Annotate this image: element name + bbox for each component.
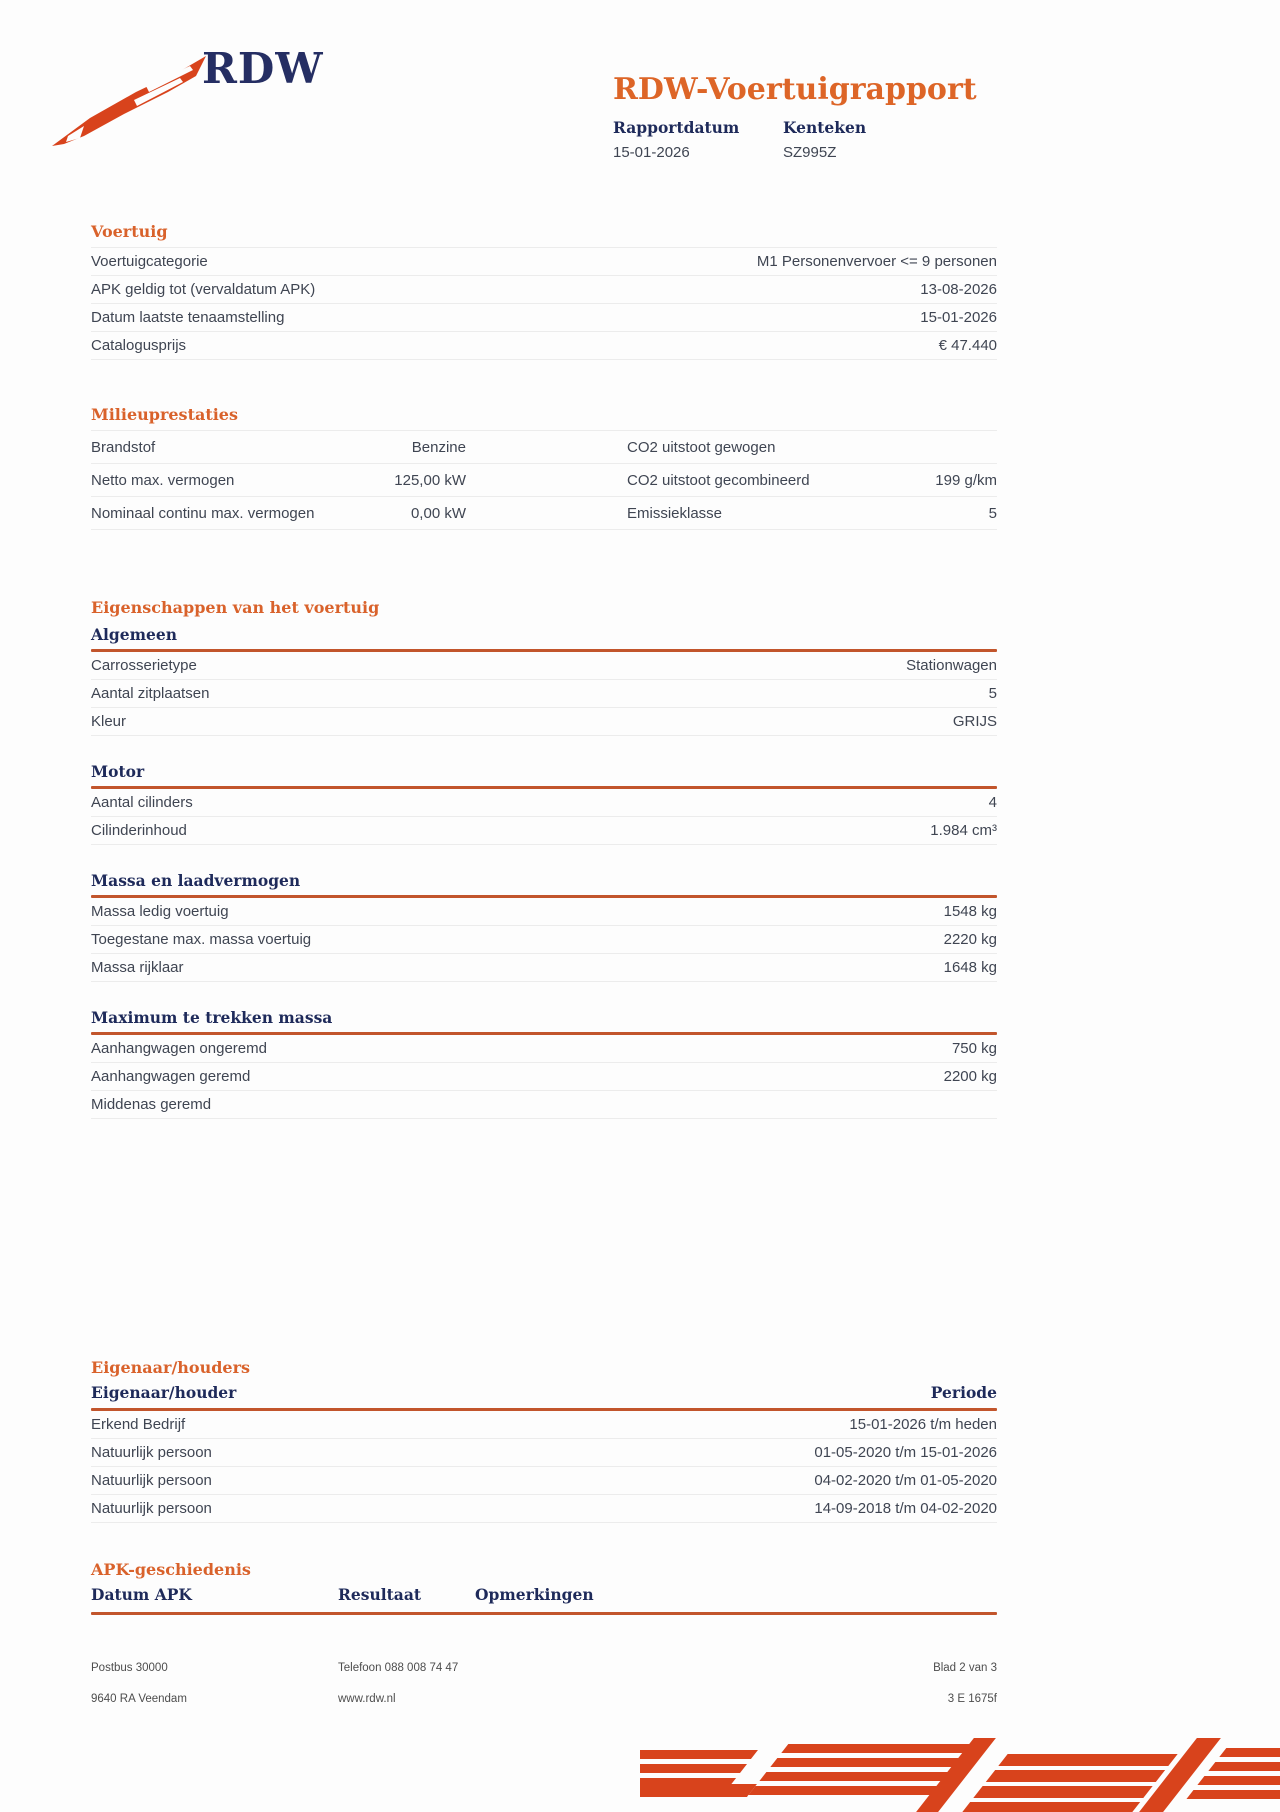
row-value: 750 kg xyxy=(951,1040,997,1057)
plate-value: SZ995Z xyxy=(783,144,837,161)
art-solid-bar xyxy=(640,1784,757,1797)
row-label: Aanhangwagen ongeremd xyxy=(91,1040,267,1057)
row-right-pair xyxy=(627,439,997,456)
row-value: M1 Personenvervoer <= 9 personen xyxy=(756,253,997,270)
table-row xyxy=(91,332,997,360)
table-row xyxy=(91,898,997,926)
row-value: 15-01-2026 xyxy=(920,309,997,326)
row-label: Catalogusprijs xyxy=(91,337,187,354)
footer-form-code: 3 E 1675f xyxy=(947,1693,997,1705)
apk-table-header xyxy=(91,1585,997,1604)
subsection-3 xyxy=(91,1008,997,1119)
row-label-left: Nominaal continu max. vermogen xyxy=(91,504,315,522)
voertuig-rows xyxy=(91,247,997,360)
subsection-title: Maximum te trekken massa xyxy=(91,1008,333,1027)
row-value: Stationwagen xyxy=(906,657,997,674)
report-date-block xyxy=(613,118,783,161)
report-date-value: 15-01-2026 xyxy=(613,144,690,161)
row-label: Natuurlijk persoon xyxy=(91,1472,212,1489)
row-label-right: CO2 uitstoot gecombineerd xyxy=(627,471,810,489)
plate-label: Kenteken xyxy=(783,118,867,137)
rdw-wing-logo-icon xyxy=(50,48,210,153)
table-row xyxy=(91,276,997,304)
section-title: APK-geschiedenis xyxy=(91,1560,251,1579)
subsection-0 xyxy=(91,625,997,736)
table-row xyxy=(91,304,997,332)
table-row xyxy=(91,431,997,464)
footer-address-line1: Postbus 30000 xyxy=(91,1662,168,1674)
row-label: APK geldig tot (vervaldatum APK) xyxy=(91,281,316,298)
table-row xyxy=(91,1495,997,1523)
section-title: Milieuprestaties xyxy=(91,405,238,424)
table-row xyxy=(91,817,997,845)
table-row xyxy=(91,1063,997,1091)
row-value-left: 125,00 kW xyxy=(394,471,466,489)
table-row xyxy=(91,680,997,708)
subsection-rows xyxy=(91,898,997,982)
table-row xyxy=(91,248,997,276)
subsection-2 xyxy=(91,871,997,982)
row-label-left: Brandstof xyxy=(91,438,156,456)
row-value: 13-08-2026 xyxy=(920,281,997,298)
row-right-pair xyxy=(627,505,997,522)
eigenaar-rows xyxy=(91,1411,997,1523)
plate-block xyxy=(783,118,953,161)
row-value: 14-09-2018 t/m 04-02-2020 xyxy=(814,1500,997,1517)
row-value-left: 0,00 kW xyxy=(410,504,466,522)
footer-row xyxy=(91,1662,997,1674)
subsection-title: Motor xyxy=(91,762,145,781)
row-label: Middenas geremd xyxy=(91,1096,212,1113)
subsection-rows xyxy=(91,789,997,845)
row-label-right: CO2 uitstoot gewogen xyxy=(627,438,776,456)
row-value-right: 199 g/km xyxy=(935,471,997,489)
column-header-datum-apk: Datum APK xyxy=(91,1585,192,1604)
row-value: 4 xyxy=(988,794,997,811)
row-value: 1.984 cm³ xyxy=(930,822,997,839)
eigenschappen-subsections xyxy=(91,625,997,1119)
subsection-title: Massa en laadvermogen xyxy=(91,871,301,890)
row-value: GRIJS xyxy=(952,713,997,730)
row-value: 15-01-2026 t/m heden xyxy=(849,1416,997,1433)
row-label: Massa rijklaar xyxy=(91,959,184,976)
report-meta xyxy=(613,118,953,161)
section-title: Voertuig xyxy=(91,222,168,241)
row-value: € 47.440 xyxy=(938,337,997,354)
brand-wordmark: RDW xyxy=(202,44,324,93)
row-label: Erkend Bedrijf xyxy=(91,1416,186,1433)
row-label-left: Netto max. vermogen xyxy=(91,471,235,489)
milieu-rows xyxy=(91,430,997,530)
table-row xyxy=(91,954,997,982)
subsection-rows xyxy=(91,652,997,736)
row-label: Voertuigcategorie xyxy=(91,253,208,270)
row-value: 01-05-2020 t/m 15-01-2026 xyxy=(814,1444,997,1461)
table-row xyxy=(91,1467,997,1495)
table-row xyxy=(91,708,997,736)
row-label: Aantal zitplaatsen xyxy=(91,685,210,702)
decorative-footer-graphic xyxy=(640,1738,1280,1812)
column-header-period: Periode xyxy=(930,1383,997,1402)
section-voertuig xyxy=(91,222,997,360)
row-value-left: Benzine xyxy=(411,438,466,456)
row-value: 1548 kg xyxy=(943,903,997,920)
table-row xyxy=(91,1411,997,1439)
page-footer xyxy=(91,1662,997,1705)
page-title: RDW-Voertuigrapport xyxy=(613,72,977,108)
footer-page-indicator: Blad 2 van 3 xyxy=(933,1662,997,1674)
row-right-pair xyxy=(627,472,997,489)
row-value: 2200 kg xyxy=(943,1068,997,1085)
row-label: Cilinderinhoud xyxy=(91,822,187,839)
row-label: Massa ledig voertuig xyxy=(91,903,229,920)
table-row xyxy=(91,1035,997,1063)
footer-website: www.rdw.nl xyxy=(338,1693,396,1705)
row-label: Datum laatste tenaamstelling xyxy=(91,309,285,326)
report-date-label: Rapportdatum xyxy=(613,118,740,137)
orange-rule xyxy=(91,1612,997,1615)
row-label: Carrosserietype xyxy=(91,657,197,674)
row-value: 2220 kg xyxy=(943,931,997,948)
section-title: Eigenschappen van het voertuig xyxy=(91,598,380,617)
subsection-1 xyxy=(91,762,997,845)
row-label: Natuurlijk persoon xyxy=(91,1444,212,1461)
section-milieuprestaties xyxy=(91,405,997,530)
table-row xyxy=(91,926,997,954)
table-row xyxy=(91,497,997,530)
table-row xyxy=(91,789,997,817)
section-apk-geschiedenis xyxy=(91,1560,997,1615)
eigenaar-table-header xyxy=(91,1383,997,1402)
row-label: Toegestane max. massa voertuig xyxy=(91,931,312,948)
footer-phone: Telefoon 088 008 74 47 xyxy=(338,1662,459,1674)
section-eigenschappen xyxy=(91,598,997,1119)
row-value-right: 5 xyxy=(988,504,997,522)
row-value: 5 xyxy=(988,685,997,702)
column-header-opmerkingen: Opmerkingen xyxy=(475,1585,594,1604)
row-value: 04-02-2020 t/m 01-05-2020 xyxy=(814,1472,997,1489)
footer-address-line2: 9640 RA Veendam xyxy=(91,1693,187,1705)
footer-row xyxy=(91,1693,997,1705)
table-row xyxy=(91,1091,997,1119)
subsection-rows xyxy=(91,1035,997,1119)
row-label: Natuurlijk persoon xyxy=(91,1500,212,1517)
table-row xyxy=(91,652,997,680)
row-label: Aantal cilinders xyxy=(91,794,193,811)
table-row xyxy=(91,1439,997,1467)
column-header-owner: Eigenaar/houder xyxy=(91,1383,237,1402)
section-title: Eigenaar/houders xyxy=(91,1358,251,1377)
row-label: Kleur xyxy=(91,713,127,730)
subsection-title: Algemeen xyxy=(91,625,178,644)
column-header-resultaat: Resultaat xyxy=(338,1585,422,1604)
row-label-right: Emissieklasse xyxy=(627,504,723,522)
table-row xyxy=(91,464,997,497)
section-eigenaar-houders xyxy=(91,1358,997,1523)
row-value: 1648 kg xyxy=(943,959,997,976)
row-label: Aanhangwagen geremd xyxy=(91,1068,251,1085)
